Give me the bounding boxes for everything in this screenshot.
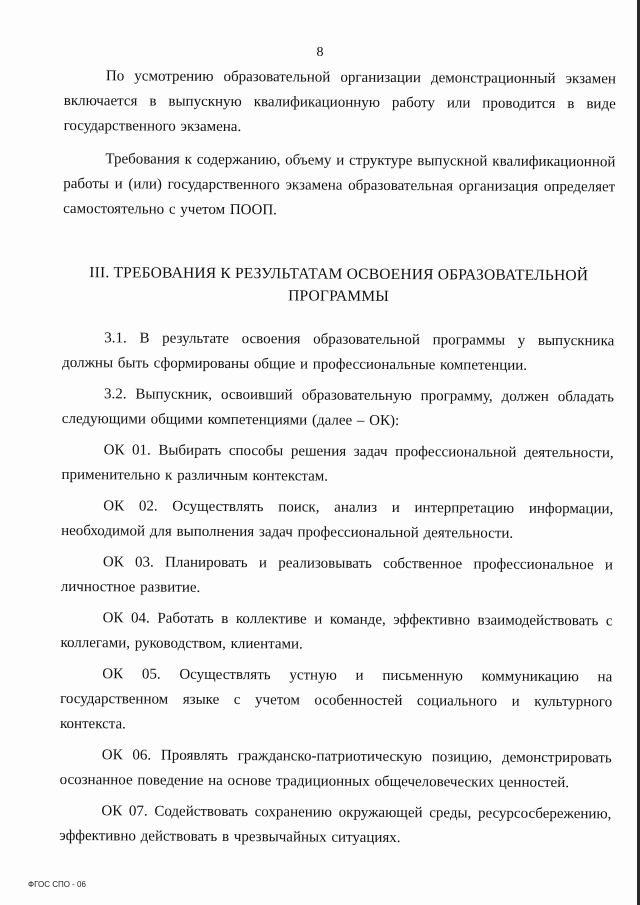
competency-ok-03: ОК 03. Планировать и реализовывать собственное профессиональное и личностное развитие.: [60, 554, 613, 596]
page-number: 8: [316, 45, 324, 60]
footer-standard-code: ФГОС СПО - 06: [28, 880, 86, 889]
competency-ok-04: ОК 04. Работать в коллективе и команде, эффективно взаимодействовать с коллегами, руководством, клиентами.: [60, 610, 613, 653]
competency-ok-07: ОК 07. Содействовать сохранению окружающей среды, ресурсосбережению, эффективно действовать в чрезвычайных ситуациях.: [59, 803, 612, 847]
paragraph-demo-exam: По усмотрению образовательной организации демонстрационный экзамен включается в выпускную квалификационную работу или проводится в виде государственного экзамена.: [63, 68, 616, 136]
competency-ok-05: ОК 05. Осуществлять устную и письменную коммуникацию на государственном языке с учетом особенностей социального и культурного контекста.: [59, 666, 613, 733]
page-content: [59, 64, 616, 858]
section-heading: III. ТРЕБОВАНИЯ К РЕЗУЛЬТАТАМ ОСВОЕНИЯ ОБРАЗОВАТЕЛЬНОЙ ПРОГРАММЫ: [89, 264, 589, 305]
competency-ok-02: ОК 02. Осуществлять поиск, анализ и интерпретацию информации, необходимой для выполнения задач профессиональной деятельности.: [61, 498, 614, 542]
paragraph-3-2: 3.2. Выпускник, освоивший образовательную программу, должен обладать следующими общими компетенциями (далее – ОК):: [61, 386, 615, 430]
competency-ok-01: ОК 01. Выбирать способы решения задач профессиональной деятельности, применительно к различным контекстам.: [61, 442, 614, 485]
paragraph-vkr-requirements: Требования к содержанию, объему и структуре выпускной квалификационной работы и (или) государственного экзамена образовательная организация определяет самостоятельно с учетом ПООП.: [63, 151, 616, 219]
competency-ok-06: ОК 06. Проявлять гражданско-патриотическую позицию, демонстрировать осознанное поведение на основе традиционных общечеловеческих ценностей.: [59, 747, 612, 792]
paragraph-3-1: 3.1. В результате освоения образовательной программы у выпускника должны быть сформированы общие и профессиональные компетенции.: [62, 330, 615, 374]
